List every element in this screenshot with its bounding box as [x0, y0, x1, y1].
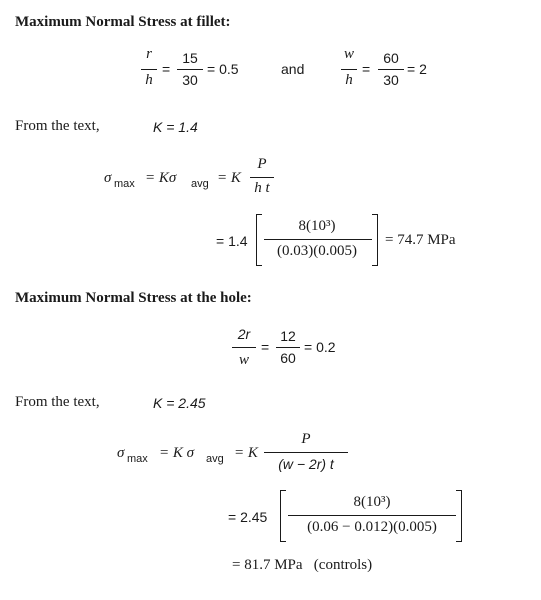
ratio3-result: = 0.2: [304, 339, 336, 355]
calc-numerator-2: 8(10³): [353, 494, 391, 510]
and-word: and: [281, 61, 305, 77]
calc-denominator-2: (0.06 − 0.012)(0.005): [307, 519, 437, 535]
ratio-h2-denominator: h: [345, 72, 353, 88]
k-sigma-term-2: = K σ: [159, 445, 195, 461]
from-text-label-2: From the text,: [15, 394, 100, 410]
ratio-w-bar: [341, 69, 357, 70]
ratio-h-denominator: h: [145, 72, 153, 88]
calc-bar-2: [288, 515, 456, 516]
calc-lead-1: = 1.4: [216, 233, 248, 249]
ratio3-equals: =: [261, 339, 270, 355]
avg-subscript-2: avg: [206, 453, 224, 465]
ratio-w-denominator: w: [238, 352, 249, 368]
frac-denominator-2: (w − 2r) t: [278, 456, 334, 472]
frac-bar-2: [264, 452, 348, 453]
k-factor-1: = K: [217, 170, 241, 186]
frac-ht-denominator-1: h t: [254, 180, 270, 196]
ratio1-result: = 0.5: [207, 61, 239, 77]
ratio-r-numerator: r: [146, 46, 152, 62]
ratio3-num-value: 12: [280, 328, 296, 344]
ratio-r-bar: [141, 69, 157, 70]
ratio1-den-value: 30: [182, 72, 198, 88]
ratio1-num-value: 15: [182, 50, 198, 66]
calc-lead-2: = 2.45: [228, 509, 268, 525]
frac-p-numerator-2: P: [301, 431, 311, 447]
fillet-heading: Maximum Normal Stress at fillet:: [15, 14, 231, 30]
ratio2-equals: =: [362, 61, 371, 77]
sigma-symbol-1: σ: [104, 170, 112, 186]
frac-p-numerator-1: P: [257, 156, 267, 172]
ratio-w-numerator: w: [343, 46, 354, 62]
ratio2-num-value: 60: [383, 50, 399, 66]
left-bracket-2: [280, 490, 286, 542]
k-factor-2: = K: [234, 445, 258, 461]
calc-denominator-1: (0.03)(0.005): [277, 243, 357, 259]
ratio2-value-bar: [378, 69, 404, 70]
k-sigma-term-1: = Kσ: [145, 170, 177, 186]
from-text-label-1: From the text,: [15, 118, 100, 134]
max-subscript-2: max: [127, 453, 148, 465]
calc-result-1: = 74.7 MPa: [385, 232, 456, 248]
ratio3-den-value: 60: [280, 350, 296, 366]
ratio2-den-value: 30: [383, 72, 399, 88]
k-value-2: K = 2.45: [153, 395, 206, 411]
final-result: = 81.7 MPa (controls): [232, 557, 373, 573]
calc-numerator-1: 8(10³): [298, 218, 336, 234]
sigma-symbol-2: σ: [117, 445, 125, 461]
ratio2-result: = 2: [407, 61, 427, 77]
ratio3-value-bar: [276, 347, 300, 348]
frac-bar-1: [250, 177, 274, 178]
ratio-2r-numerator: 2r: [237, 326, 251, 342]
calc-bar-1: [264, 239, 372, 240]
ratio-2r-bar: [232, 347, 256, 348]
ratio1-value-bar: [177, 69, 203, 70]
max-subscript-1: max: [114, 178, 135, 190]
ratio1-equals: =: [162, 61, 171, 77]
k-value-1: K = 1.4: [153, 119, 198, 135]
hole-heading: Maximum Normal Stress at the hole:: [15, 290, 252, 306]
avg-subscript-1: avg: [191, 178, 209, 190]
right-bracket-1: [372, 214, 378, 266]
right-bracket-2: [456, 490, 462, 542]
